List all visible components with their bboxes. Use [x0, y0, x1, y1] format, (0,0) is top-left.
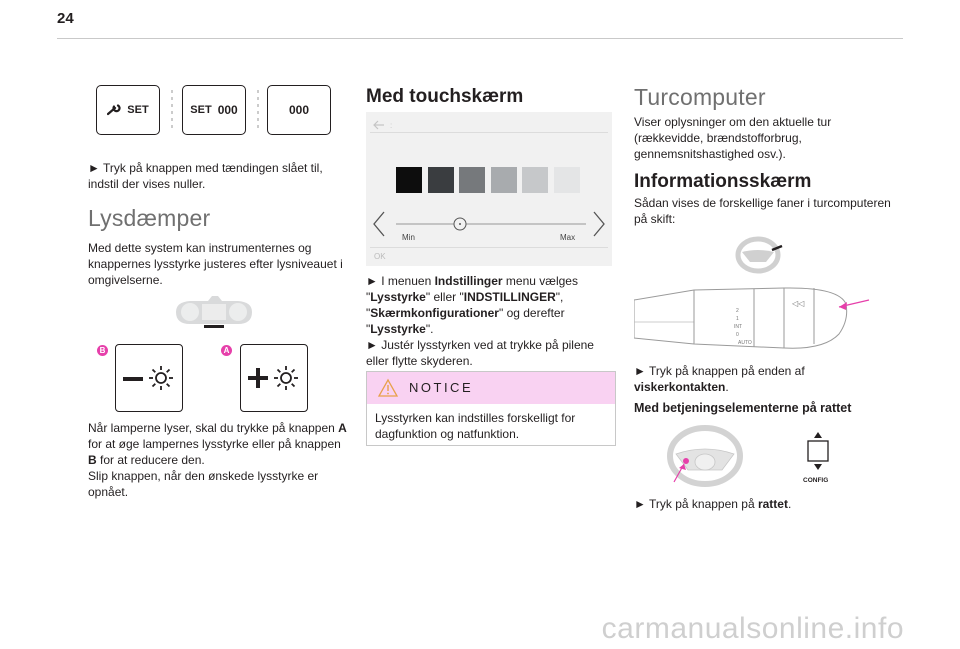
warning-triangle-icon	[377, 378, 399, 398]
dashboard-illustration	[168, 296, 260, 330]
button-a-badge: A	[221, 345, 232, 356]
set-display-1	[96, 85, 160, 135]
screen-divider	[370, 247, 608, 248]
text-run: Slip knappen, når den ønskede lysstyrke er opnået.	[88, 469, 319, 499]
svg-text:2: 2	[736, 308, 739, 314]
zero-display	[267, 85, 331, 135]
text-run: ► Justér lysstyrken ved at trykke på pilene eller flytte skyderen.	[366, 338, 594, 368]
dimmer-instructions	[88, 420, 350, 500]
turcomputer-heading: Turcomputer	[634, 84, 766, 110]
wiper-instruction	[634, 363, 894, 395]
notice-header	[367, 372, 615, 404]
text-run-bold: Skærmkonfigurationer	[370, 306, 499, 320]
notice-text: Lysstyrken kan indstilles forskelligt for dagfunktion og natfunktion.	[375, 411, 576, 441]
text-run-bold: viskerkontakten	[634, 380, 726, 394]
wrench-icon	[107, 104, 123, 116]
notice-box	[366, 371, 616, 446]
chevron-left-icon[interactable]	[372, 210, 386, 238]
text-run-bold: Indstillinger	[434, 274, 503, 288]
text-run: ► Tryk på knappen på enden af	[634, 364, 805, 378]
button-b-badge: B	[97, 345, 108, 356]
wiper-stalk-illustration	[634, 282, 874, 356]
touchscreen-heading: Med touchskærm	[366, 86, 524, 107]
text-run: ► Tryk på knappen på	[634, 497, 758, 511]
lysdaemper-intro: Med dette system kan instrumenternes og knappernes lysstyrke justeres efter lysniveauet i omgivelserne.	[88, 241, 343, 287]
brightness-swatch	[428, 167, 454, 193]
svg-text:INT: INT	[734, 324, 743, 330]
slider-min-label: Min	[402, 233, 415, 242]
steering-controls-heading: Med betjeningselementerne på rattet	[634, 401, 852, 415]
text-run-bold: Lysstyrke	[370, 290, 426, 304]
lysdaemper-heading: Lysdæmper	[88, 205, 211, 231]
text-run-bold: rattet	[757, 497, 788, 511]
text-run-bold: Lysstyrke	[370, 322, 426, 336]
brightness-swatch	[459, 167, 485, 193]
slider-max-label: Max	[560, 233, 576, 242]
plus-sun-icon	[241, 345, 307, 411]
text-run-bold: B	[88, 453, 97, 467]
svg-text::: :	[390, 121, 393, 130]
text-run: Når lamperne lyser, skal du trykke på knappen	[88, 421, 339, 435]
steering-wheel-illustration	[734, 236, 784, 274]
watermark: carmanualsonline.info	[601, 612, 904, 645]
dim-increase-button[interactable]	[240, 344, 308, 412]
screen-divider	[370, 132, 608, 133]
info-screen-text: Sådan vises de forskellige faner i turcomputeren på skift:	[634, 196, 891, 226]
brightness-swatch	[396, 167, 422, 193]
brightness-swatch	[522, 167, 548, 193]
zero-counter: 000	[288, 103, 310, 117]
text-run: ► I menuen	[366, 274, 435, 288]
set-display-2	[182, 85, 246, 135]
zero-counter: 000	[217, 103, 238, 117]
display-divider	[256, 86, 260, 134]
svg-text:AUTO: AUTO	[738, 340, 752, 346]
brightness-slider[interactable]	[396, 216, 586, 232]
text-run: for at reducere den.	[96, 453, 205, 467]
notice-title: NOTICE	[409, 380, 474, 395]
reset-instruction: ► Tryk på knappen med tændingen slået til, indstil der vises nuller.	[88, 161, 323, 191]
set-label: SET	[190, 104, 212, 116]
header-divider	[57, 38, 903, 39]
text-run-bold: A	[338, 421, 347, 435]
set-label: SET	[127, 104, 149, 116]
back-arrow-icon[interactable]	[372, 118, 402, 132]
ok-button[interactable]: OK	[374, 252, 386, 261]
turcomputer-text: Viser oplysninger om den aktuelle tur (rækkevidde, brændstofforbrug, gennemsnitshastighed osv.).	[634, 115, 832, 161]
text-run: ", "	[366, 290, 564, 320]
text-run: " og derefter "	[366, 306, 565, 336]
text-run: menu vælges "	[366, 274, 578, 304]
info-screen-heading: Informationsskærm	[634, 171, 812, 192]
steering-wheel-controls-illustration	[662, 424, 744, 488]
text-run: " eller "	[425, 290, 464, 304]
svg-text:0: 0	[736, 332, 739, 338]
dim-decrease-button[interactable]	[115, 344, 183, 412]
config-button[interactable]	[802, 432, 834, 476]
brightness-swatch	[554, 167, 580, 193]
config-label: CONFIG	[803, 477, 829, 484]
text-run: .	[725, 380, 729, 394]
touchscreen-steps	[366, 273, 616, 369]
brightness-swatch	[491, 167, 517, 193]
text-run: ".	[425, 322, 434, 336]
text-run: for at øge lampernes lysstyrke eller på knappen	[88, 437, 341, 451]
page-number: 24	[57, 10, 74, 27]
svg-text:◁◁: ◁◁	[792, 299, 805, 308]
display-divider	[170, 86, 174, 134]
text-run-bold: INDSTILLINGER	[463, 290, 556, 304]
text-run: .	[787, 497, 792, 511]
wheel-instruction	[634, 496, 894, 512]
svg-text:1: 1	[736, 316, 739, 322]
minus-sun-icon	[116, 345, 182, 411]
chevron-right-icon[interactable]	[592, 210, 606, 238]
